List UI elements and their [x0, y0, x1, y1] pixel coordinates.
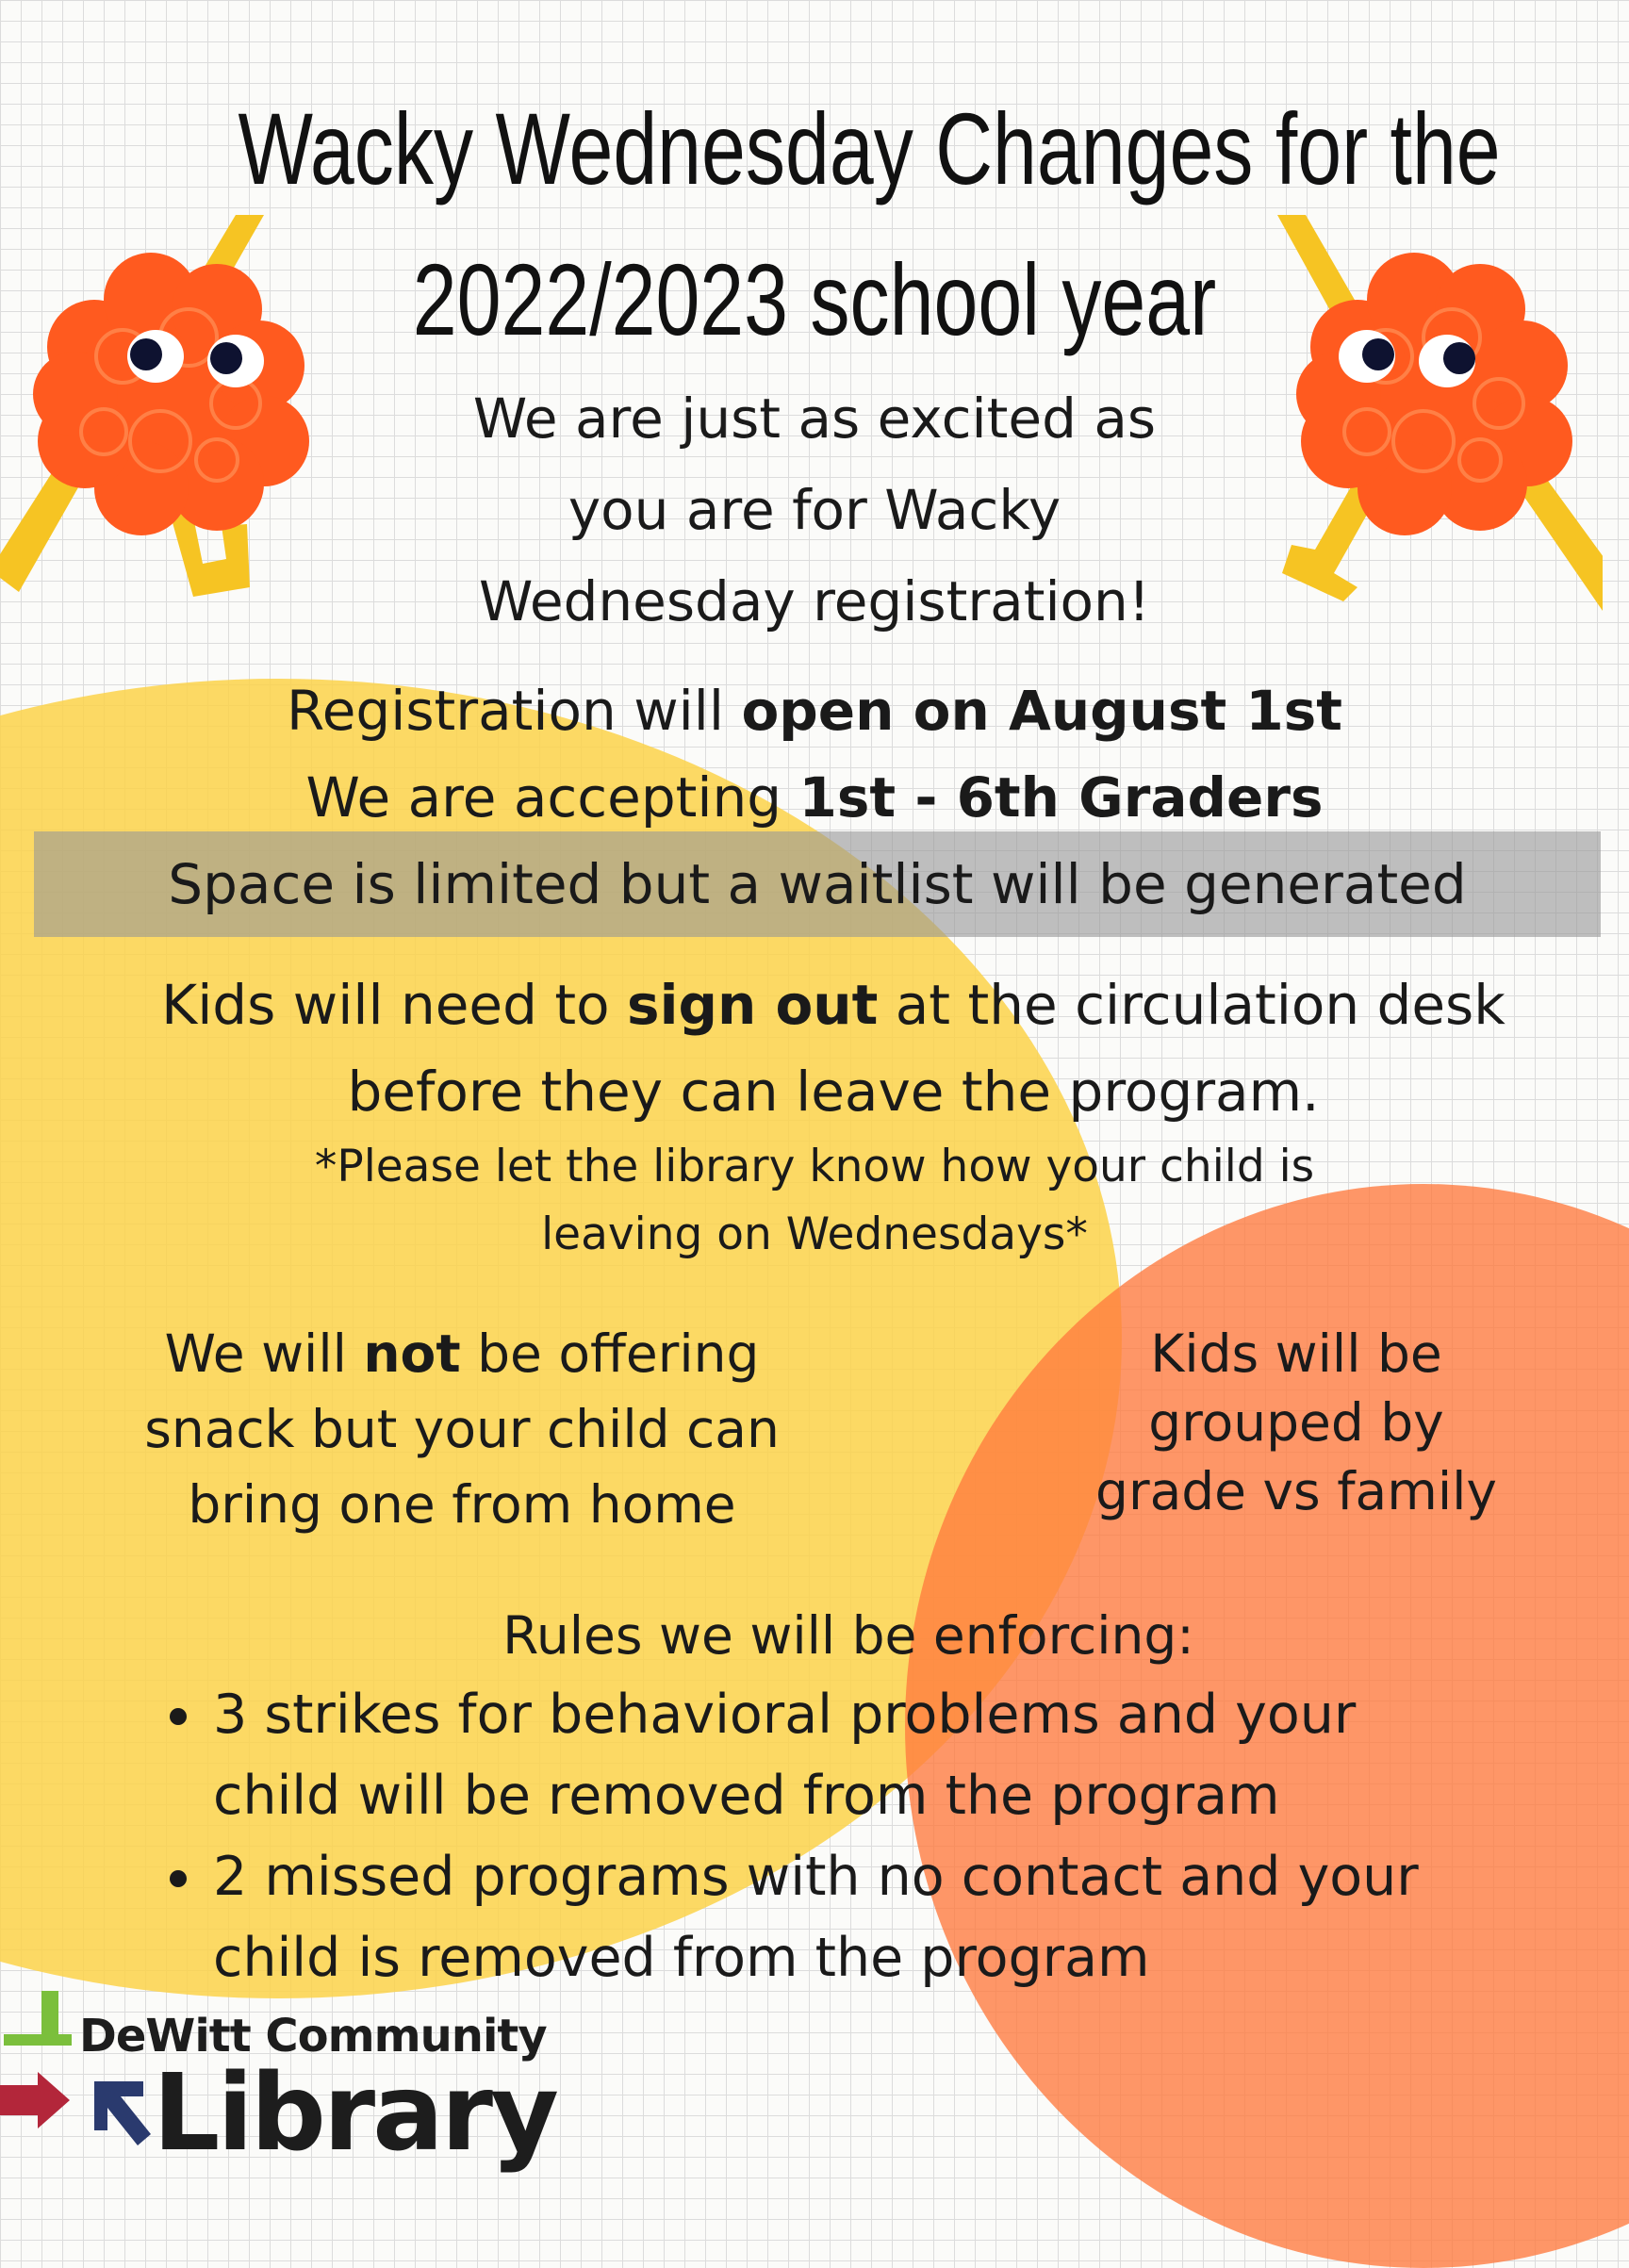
note-line-2: leaving on Wednesdays*	[541, 1208, 1088, 1260]
waitlist-banner-text: Space is limited but a waitlist will be generated	[168, 852, 1467, 916]
signout-info	[38, 961, 1629, 1135]
snack-emphasis: not	[363, 1323, 461, 1384]
library-logo-text-main: Library	[153, 2052, 556, 2175]
grouping-line-2: grouped by	[1148, 1392, 1444, 1453]
snack-line-2: snack but your child can	[144, 1399, 780, 1459]
signout-line-1: Kids will need to sign out at the circulation desk	[161, 973, 1506, 1037]
leaving-note	[189, 1133, 1440, 1269]
grouping-line-1: Kids will be	[1150, 1323, 1442, 1384]
rule-item: 3 strikes for behavioral problems and your child will be removed from the program	[160, 1674, 1593, 1836]
intro-line-2: you are for Wacky	[568, 478, 1061, 542]
snack-line-1: We will not be offering	[164, 1323, 760, 1384]
rule-item: 2 missed programs with no contact and your child is removed from the program	[160, 1836, 1593, 1998]
rules-list	[160, 1674, 1593, 1998]
signout-emphasis: sign out	[627, 973, 879, 1037]
title-line-1: Wacky Wednesday Changes for the	[238, 91, 1501, 205]
registration-info	[0, 667, 1629, 841]
registration-date: open on August 1st	[741, 679, 1342, 743]
note-line-1: *Please let the library know how your child is	[314, 1141, 1315, 1192]
grades-accepted-line: We are accepting 1st - 6th Graders	[305, 765, 1324, 830]
intro-line-1: We are just as excited as	[472, 386, 1157, 451]
registration-open-line: Registration will open on August 1st	[287, 679, 1342, 743]
grades-range: 1st - 6th Graders	[798, 765, 1324, 830]
grouping-line-3: grade vs family	[1095, 1461, 1497, 1521]
title-line-2: 2022/2023 school year	[412, 242, 1217, 356]
page-title	[238, 74, 1501, 375]
signout-line-2: before they can leave the program.	[347, 1060, 1320, 1124]
grouping-info	[1046, 1320, 1546, 1526]
snack-line-3: bring one from home	[188, 1474, 736, 1535]
library-logo-text-top: DeWitt Community	[79, 2010, 547, 2063]
intro-text	[339, 373, 1290, 648]
snack-info	[85, 1316, 839, 1542]
rules-heading: Rules we will be enforcing:	[502, 1605, 1194, 1666]
intro-line-3: Wednesday registration!	[478, 569, 1151, 633]
